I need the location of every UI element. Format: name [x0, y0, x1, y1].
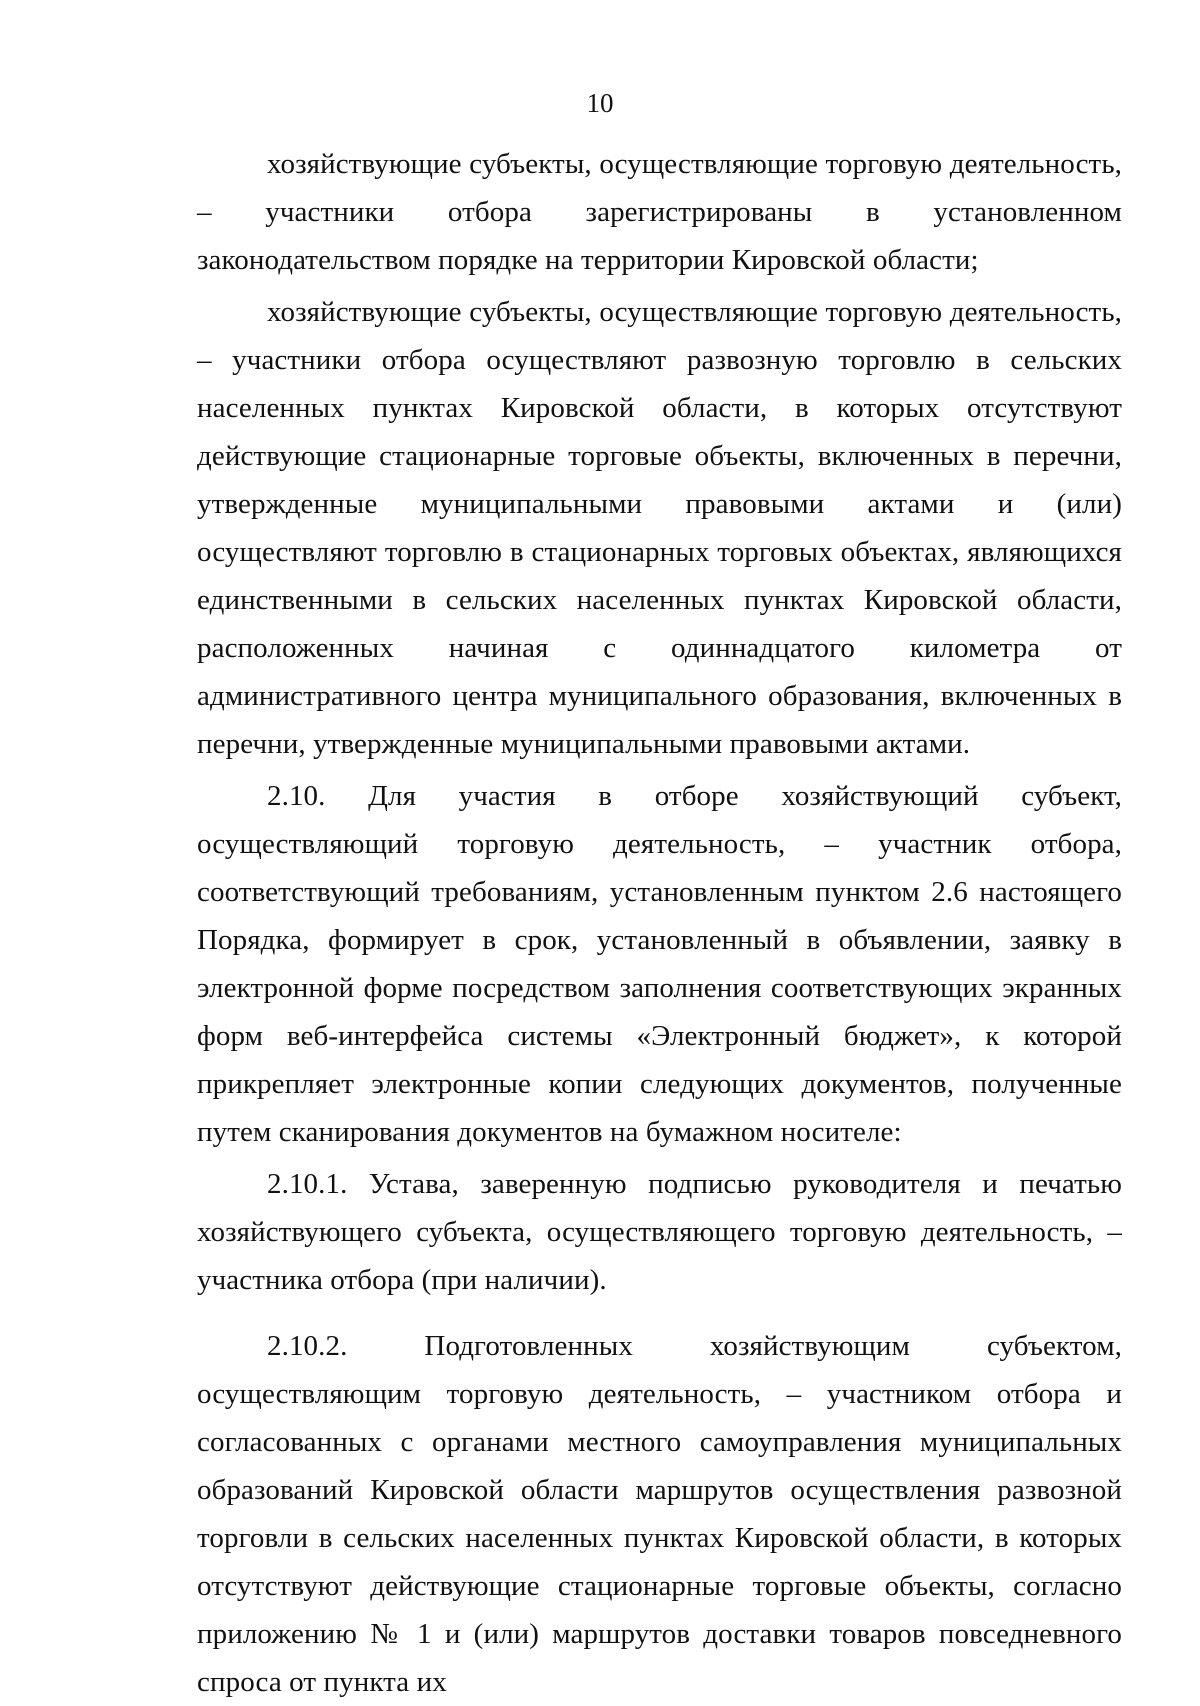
paragraph-registration: хозяйствующие субъекты, осуществляющие торговую деятельность, – участники отбора зарегистрированы в установленном законодательством порядке на территории Кировской области; — [197, 148, 1122, 276]
page-number: 10 — [586, 88, 614, 118]
paragraph-delivery-trade: хозяйствующие субъекты, осуществляющие торговую деятельность, – участники отбора осуществляют развозную торговлю в сельских населенных пунктах Кировской области, в которых отсутствуют действующие стационарные торговые объекты, включенных в перечни, утвержденные муниципальными правовыми актами и (или) осуществляют торговлю в стационарных торговых объектах, являющихся единственными в сельских населенных пунктах Кировской области, расположенных начиная с одиннадцатого километра от административного центра муниципального образования, включенных в перечни, утвержденные муниципальными правовыми актами. — [197, 296, 1122, 760]
paragraph-2-10-1: 2.10.1. Устава, заверенную подписью руководителя и печатью хозяйствующего субъекта, осуществляющего торговую деятельность, – участника отбора (при наличии). — [197, 1168, 1122, 1296]
paragraph-2-10: 2.10. Для участия в отборе хозяйствующий субъект, осуществляющий торговую деятельность, – участник отбора, соответствующий требованиям, установленным пунктом 2.6 настоящего Порядка, формирует в срок, установленный в объявлении, заявку в электронной форме посредством заполнения соответствующих экранных форм веб-интерфейса системы «Электронный бюджет», к которой прикрепляет электронные копии следующих документов, полученные путем сканирования документов на бумажном носителе: — [197, 780, 1122, 1148]
document-body — [197, 140, 1122, 1706]
paragraph-2-10-2: 2.10.2. Подготовленных хозяйствующим субъектом, осуществляющим торговую деятельность, – участником отбора и согласованных с органами местного самоуправления муниципальных образований Кировской области маршрутов осуществления развозной торговли в сельских населенных пунктах Кировской области, в которых отсутствуют действующие стационарные торговые объекты, согласно приложению № 1 и (или) маршрутов доставки товаров повседневного спроса от пункта их — [197, 1330, 1122, 1698]
